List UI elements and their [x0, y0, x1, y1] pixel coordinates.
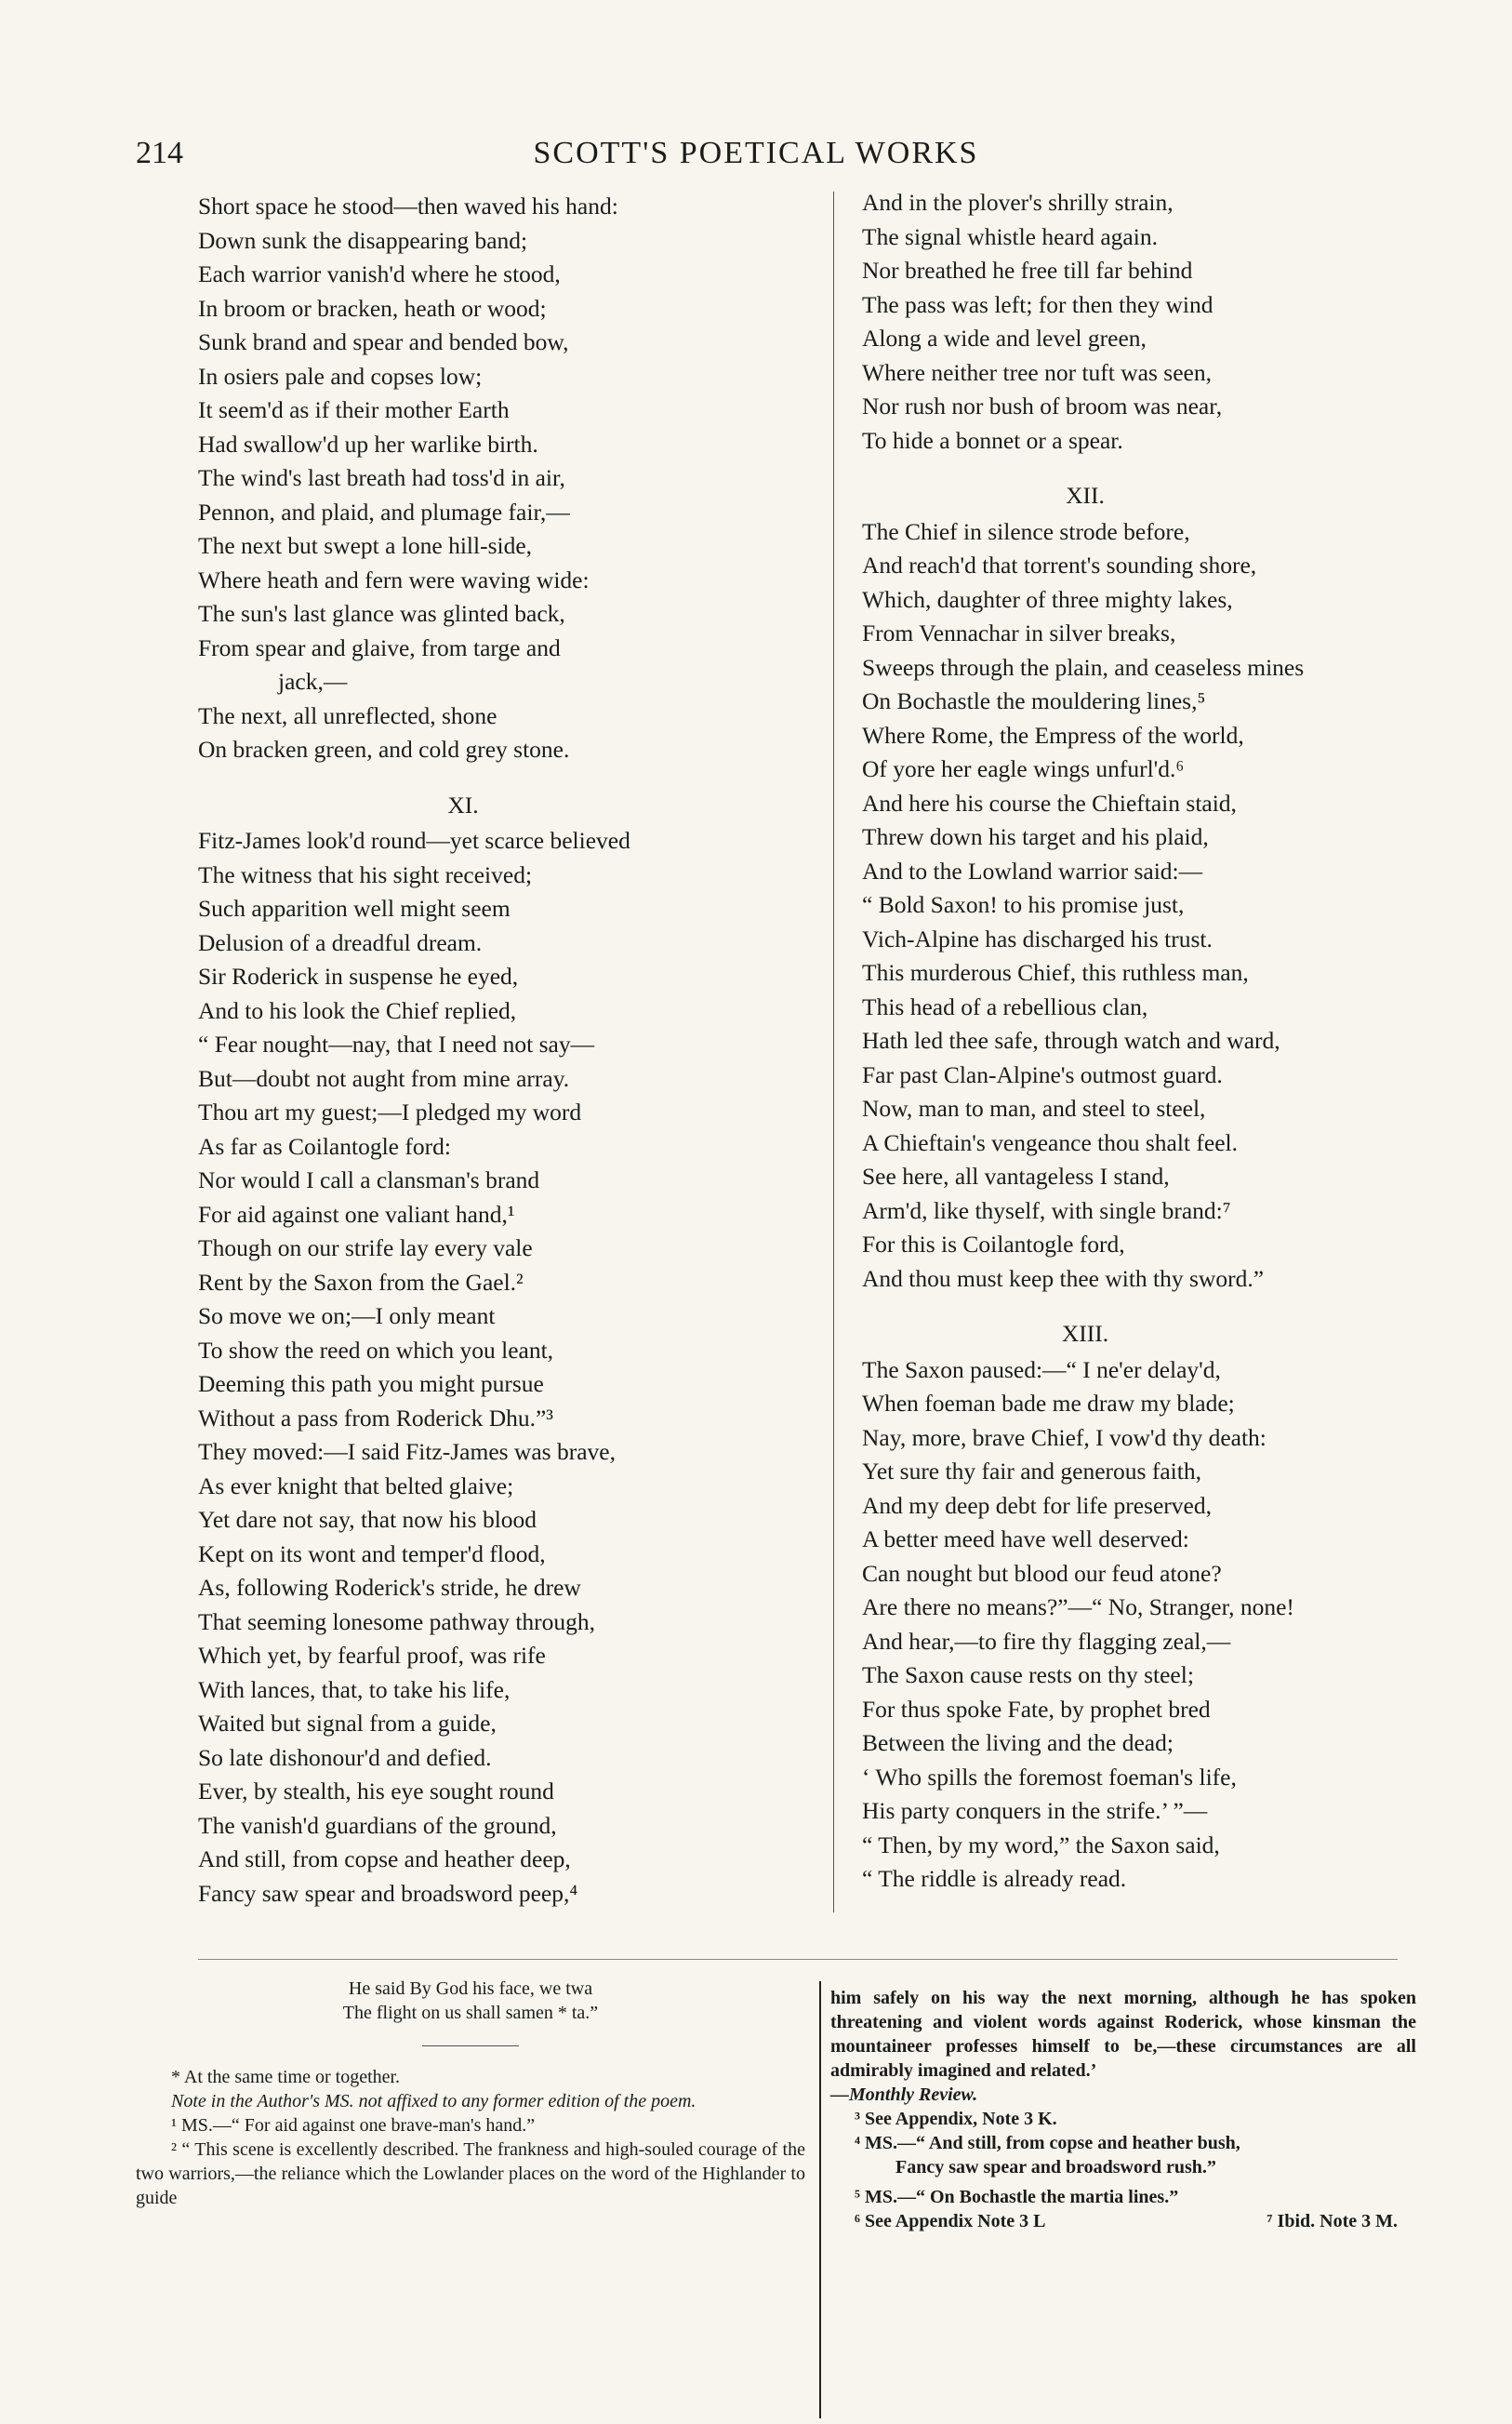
- verse-line: The witness that his sight received;: [198, 860, 533, 888]
- page-number: 214: [136, 136, 183, 170]
- verse-line: And in the plover's shrilly strain,: [862, 189, 1174, 216]
- footnote-short-rule: [422, 2045, 519, 2046]
- footnote-star: * At the same time or together.: [171, 2067, 401, 2087]
- verse-line: And to the Lowland warrior said:—: [862, 857, 1203, 885]
- verse-line: The signal whistle heard again.: [862, 222, 1158, 250]
- verse-line: Can nought but blood our feud atone?: [862, 1559, 1222, 1587]
- footnotes-right: [830, 1986, 1416, 2233]
- verse-line: “ Then, by my word,” the Saxon said,: [862, 1831, 1220, 1858]
- footnote-2-continued: him safely on his way the next morning, although he has spoken threatening and violent words against Roderick, whose kinsman the mountaineer professes himself to be,—these circumstances are all admirably imagined and related.’: [830, 1988, 1416, 2081]
- verse-line: The Chief in silence strode before,: [862, 517, 1190, 545]
- verse-line: On bracken green, and cold grey stone.: [198, 736, 570, 763]
- verse-line: To show the reed on which you leant,: [198, 1336, 554, 1364]
- verse-line: Fitz-James look'd round—yet scarce believed: [198, 827, 630, 854]
- stanza-heading-xi: XI.: [447, 791, 479, 819]
- verse-line: Rent by the Saxon from the Gael.²: [198, 1268, 524, 1296]
- footnotes-left: [136, 1977, 805, 2210]
- right-column: [862, 186, 1411, 1897]
- column-divider: [833, 192, 834, 1912]
- verse-line: Thou art my guest;—I pledged my word: [198, 1099, 582, 1125]
- verse-line: Which, daughter of three mighty lakes,: [862, 585, 1233, 613]
- verse-line: The Saxon cause rests on thy steel;: [862, 1661, 1194, 1688]
- verse-line-continued: jack,—: [278, 668, 348, 695]
- verse-line: From Vennachar in silver breaks,: [862, 619, 1176, 646]
- verse-line: With lances, that, to take his life,: [198, 1675, 511, 1703]
- verse-line: Had swallow'd up her warlike birth.: [198, 430, 538, 458]
- verse-line: To hide a bonnet or a spear.: [862, 426, 1123, 454]
- verse-line: Which yet, by fearful proof, was rife: [198, 1642, 546, 1669]
- verse-line: And here his course the Chieftain staid,: [862, 789, 1237, 817]
- footnote-5: ⁵ MS.—“ On Bochastle the martia lines.”: [855, 2187, 1179, 2207]
- verse-line: Nor rush nor bush of broom was near,: [862, 393, 1223, 420]
- verse-line: Sunk brand and spear and bended bow,: [198, 328, 569, 355]
- running-title: SCOTT'S POETICAL WORKS: [533, 136, 979, 170]
- footnote-row-6-7: [830, 2209, 1416, 2233]
- verse-line: Though on our strife lay every vale: [198, 1234, 533, 1261]
- verse-line: In broom or bracken, heath or wood;: [198, 294, 547, 322]
- verse-line: Vich-Alpine has discharged his trust.: [862, 925, 1213, 952]
- verse-line: The Saxon paused:—“ I ne'er delay'd,: [862, 1355, 1221, 1383]
- verse-line: It seem'd as if their mother Earth: [198, 396, 510, 423]
- verse-line: And reach'd that torrent's sounding shore,: [862, 552, 1257, 579]
- verse-line: And thou must keep thee with thy sword.”: [862, 1264, 1265, 1292]
- footnote-note: Note in the Author's MS. not affixed to any former edition of the poem.: [171, 2091, 696, 2111]
- footnote-1: ¹ MS.—“ For aid against one brave-man's hand.”: [171, 2115, 536, 2136]
- verse-line: Short space he stood—then waved his hand:: [198, 193, 618, 220]
- verse-line: Hath led thee safe, through watch and ward,: [862, 1027, 1280, 1054]
- verse-line: Deeming this path you might pursue: [198, 1370, 544, 1397]
- verse-line: The next but swept a lone hill-side,: [198, 532, 533, 559]
- verse-line: A better meed have well deserved:: [862, 1525, 1189, 1552]
- verse-line: Pennon, and plaid, and plumage fair,—: [198, 498, 570, 526]
- footnote-column-divider: [819, 1981, 821, 2418]
- verse-line: On Bochastle the mouldering lines,⁵: [862, 687, 1206, 714]
- verse-line: For thus spoke Fate, by prophet bred: [862, 1695, 1211, 1723]
- verse-line: So late dishonour'd and defied.: [198, 1743, 492, 1771]
- left-column: [198, 190, 830, 1911]
- verse-line: Kept on its wont and temper'd flood,: [198, 1539, 546, 1567]
- verse-line: Ever, by stealth, his eye sought round: [198, 1778, 554, 1805]
- verse-line: Yet dare not say, that now his blood: [198, 1506, 537, 1533]
- verse-line: Far past Clan-Alpine's outmost guard.: [862, 1060, 1223, 1088]
- verse-line: “ The riddle is already read.: [862, 1865, 1127, 1892]
- verse-line: Along a wide and level green,: [862, 325, 1147, 352]
- verse-line: Threw down his target and his plaid,: [862, 823, 1209, 850]
- verse-line: His party conquers in the strife.’ ”—: [862, 1797, 1208, 1824]
- verse-line: As far as Coilantogle ford:: [198, 1132, 451, 1160]
- footnote-7: ⁷ Ibid. Note 3 M.: [1267, 2211, 1398, 2231]
- verse-line: Without a pass from Roderick Dhu.”³: [198, 1404, 553, 1432]
- footnote-4: ⁴ MS.—“ And still, from copse and heather bush,: [855, 2133, 1240, 2153]
- verse-line: For this is Coilantogle ford,: [862, 1231, 1125, 1258]
- verse-line: Nay, more, brave Chief, I vow'd thy death:: [862, 1423, 1267, 1451]
- verse-line: In osiers pale and copses low;: [198, 362, 483, 390]
- stanza-heading-xiii: XIII.: [1061, 1320, 1109, 1347]
- verse-line: Waited but signal from a guide,: [198, 1710, 497, 1737]
- verse-line: From spear and glaive, from targe and: [198, 633, 561, 661]
- verse-line: Between the living and the dead;: [862, 1729, 1174, 1756]
- footnote-separator: [198, 1959, 1398, 1960]
- verse-line: Arm'd, like thyself, with single brand:⁷: [862, 1196, 1231, 1224]
- verse-line: And still, from copse and heather deep,: [198, 1845, 571, 1872]
- verse-line: “ Fear nought—nay, that I need not say—: [198, 1031, 595, 1058]
- verse-line: Yet sure thy fair and generous faith,: [862, 1458, 1201, 1485]
- verse-line: The pass was left; for then they wind: [862, 290, 1214, 318]
- verse-line: The sun's last glance was glinted back,: [198, 600, 565, 627]
- verse-line: Fancy saw spear and broadsword peep,⁴: [198, 1879, 578, 1907]
- verse-line: Sir Roderick in suspense he eyed,: [198, 963, 519, 990]
- verse-line: “ Bold Saxon! to his promise just,: [862, 891, 1185, 918]
- verse-line: The next, all unreflected, shone: [198, 701, 497, 729]
- verse-line: Are there no means?”—“ No, Stranger, none!: [862, 1593, 1294, 1620]
- verse-line: See here, all vantageless I stand,: [862, 1163, 1170, 1190]
- verse-line: Where neither tree nor tuft was seen,: [862, 358, 1212, 386]
- verse-line: ‘ Who spills the foremost foeman's life,: [862, 1763, 1237, 1791]
- verse-line: Delusion of a dreadful dream.: [198, 928, 483, 956]
- verse-line: Such apparition well might seem: [198, 895, 511, 922]
- footnote-2: ² “ This scene is excellently described. The frankness and high-souled courage of the two warriors,—the reliance which the Lowlander places on the word of the Highlander to guide: [136, 2139, 805, 2208]
- verse-line: Nor would I call a clansman's brand: [198, 1166, 540, 1193]
- verse-line: As ever knight that belted glaive;: [198, 1472, 514, 1499]
- verse-line: But—doubt not aught from mine array.: [198, 1064, 570, 1092]
- footnote-4-line-2: Fancy saw spear and broadsword rush.”: [895, 2157, 1216, 2178]
- verse-line: The vanish'd guardians of the ground,: [198, 1811, 557, 1839]
- verse-line: Where Rome, the Empress of the world,: [862, 721, 1244, 749]
- verse-line: Down sunk the disappearing band;: [198, 226, 528, 254]
- footnote-3: ³ See Appendix, Note 3 K.: [855, 2109, 1057, 2129]
- verse-line: As, following Roderick's stride, he drew: [198, 1574, 581, 1601]
- verse-line: They moved:—I said Fitz-James was brave,: [198, 1438, 616, 1465]
- verse-line: So move we on;—I only meant: [198, 1302, 496, 1329]
- verse-line: A Chieftain's vengeance thou shalt feel.: [862, 1128, 1238, 1156]
- verse-line: That seeming lonesome pathway through,: [198, 1607, 596, 1635]
- verse-line: Each warrior vanish'd where he stood,: [198, 260, 561, 287]
- footnote-verse-line: He said By God his face, we twa: [348, 1978, 593, 1999]
- verse-line: This murderous Chief, this ruthless man,: [862, 959, 1249, 986]
- verse-line: And hear,—to fire thy flagging zeal,—: [862, 1627, 1231, 1655]
- verse-line: Of yore her eagle wings unfurl'd.⁶: [862, 755, 1185, 782]
- footnote-verse-line: The flight on us shall samen * ta.”: [342, 2003, 599, 2023]
- footnote-source: —Monthly Review.: [830, 2084, 978, 2105]
- verse-line: And to his look the Chief replied,: [198, 996, 517, 1024]
- footnote-6: ⁶ See Appendix Note 3 L: [855, 2211, 1046, 2231]
- verse-line: And my deep debt for life preserved,: [862, 1491, 1212, 1519]
- verse-line: Nor breathed he free till far behind: [862, 257, 1193, 284]
- verse-line: When foeman bade me draw my blade;: [862, 1390, 1235, 1417]
- verse-line: This head of a rebellious clan,: [862, 992, 1148, 1020]
- verse-line: Where heath and fern were waving wide:: [198, 566, 590, 593]
- verse-line: For aid against one valiant hand,¹: [198, 1200, 515, 1228]
- verse-line: Now, man to man, and steel to steel,: [862, 1095, 1206, 1122]
- verse-line: Sweeps through the plain, and ceaseless mines: [862, 653, 1305, 681]
- stanza-heading-xii: XII.: [1066, 482, 1105, 509]
- verse-line: The wind's last breath had toss'd in air,: [198, 464, 565, 491]
